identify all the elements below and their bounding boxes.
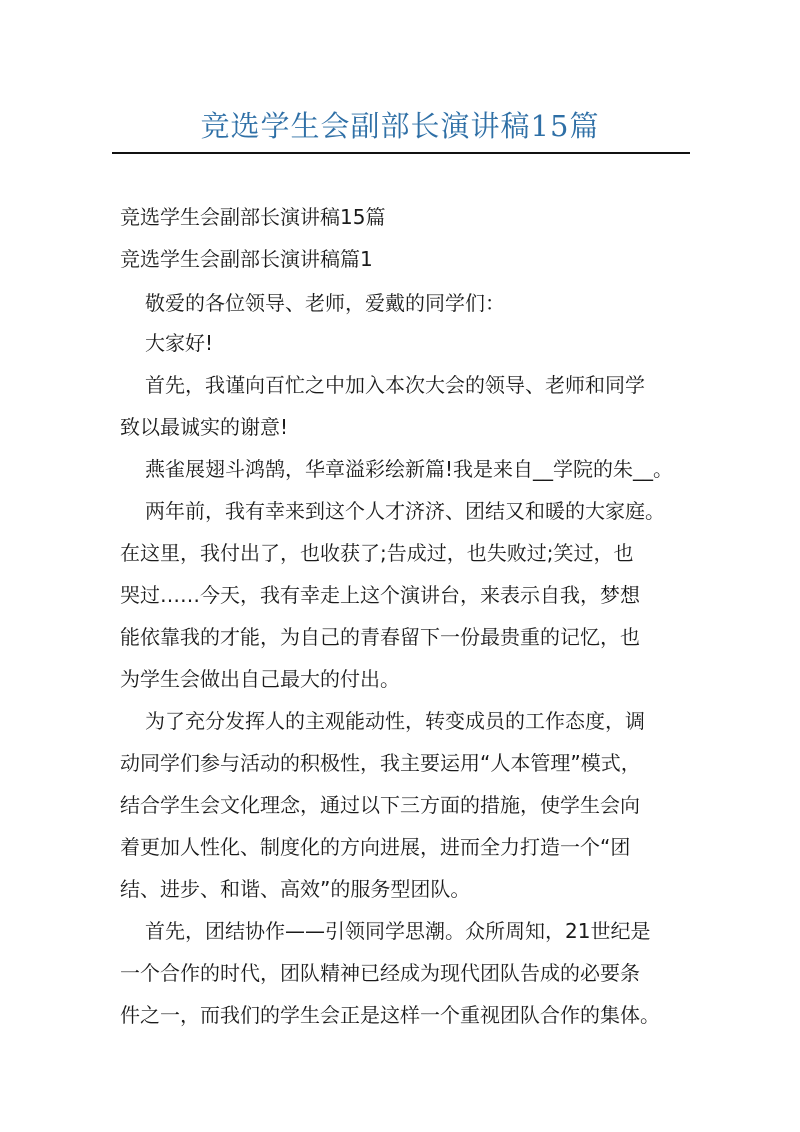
salutation: 敬爱的各位领导、老师，爱戴的同学们：	[145, 291, 505, 315]
paragraph-line: 结、进步、和谐、高效”的服务型团队。	[120, 877, 471, 901]
paragraph-line: 在这里，我付出了，也收获了;告成过，也失败过;笑过，也	[120, 541, 634, 565]
paragraph-line: 着更加人性化、制度化的方向进展，进而全力打造一个“团	[120, 835, 631, 859]
greeting: 大家好!	[145, 331, 214, 355]
subtitle-line: 竞选学生会副部长演讲稿15篇	[120, 205, 386, 229]
paragraph-line: 哭过……今天，我有幸走上这个演讲台，来表示自我，梦想	[120, 583, 640, 607]
paragraph-line: 两年前，我有幸来到这个人才济济、团结又和暖的大家庭。	[145, 499, 665, 523]
paragraph-line: 首先，我谨向百忙之中加入本次大会的领导、老师和同学	[145, 373, 645, 397]
paragraph-line: 为学生会做出自己最大的付出。	[120, 667, 400, 691]
paragraph-line: 能依靠我的才能，为自己的青春留下一份最贵重的记忆，也	[120, 625, 640, 649]
paragraph-line: 致以最诚实的谢意!	[120, 415, 289, 439]
title-rule	[112, 152, 690, 154]
paragraph-line: 为了充分发挥人的主观能动性，转变成员的工作态度，调	[145, 709, 645, 733]
paragraph-line: 一个合作的时代，团队精神已经成为现代团队告成的必要条	[120, 961, 640, 985]
paragraph-line: 件之一，而我们的学生会正是这样一个重视团队合作的集体。	[120, 1003, 660, 1027]
paragraph-line: 首先，团结协作——引领同学思潮。众所周知，21世纪是	[145, 919, 651, 943]
paragraph-line: 燕雀展翅斗鸿鹄，华章溢彩绘新篇!我是来自__学院的朱__。	[145, 457, 674, 481]
paragraph-line: 动同学们参与活动的积极性，我主要运用“人本管理”模式，	[120, 751, 641, 775]
document-title: 竞选学生会副部长演讲稿15篇	[200, 109, 600, 143]
paragraph-line: 结合学生会文化理念，通过以下三方面的措施，使学生会向	[120, 793, 640, 817]
section-heading: 竞选学生会副部长演讲稿篇1	[120, 247, 373, 271]
